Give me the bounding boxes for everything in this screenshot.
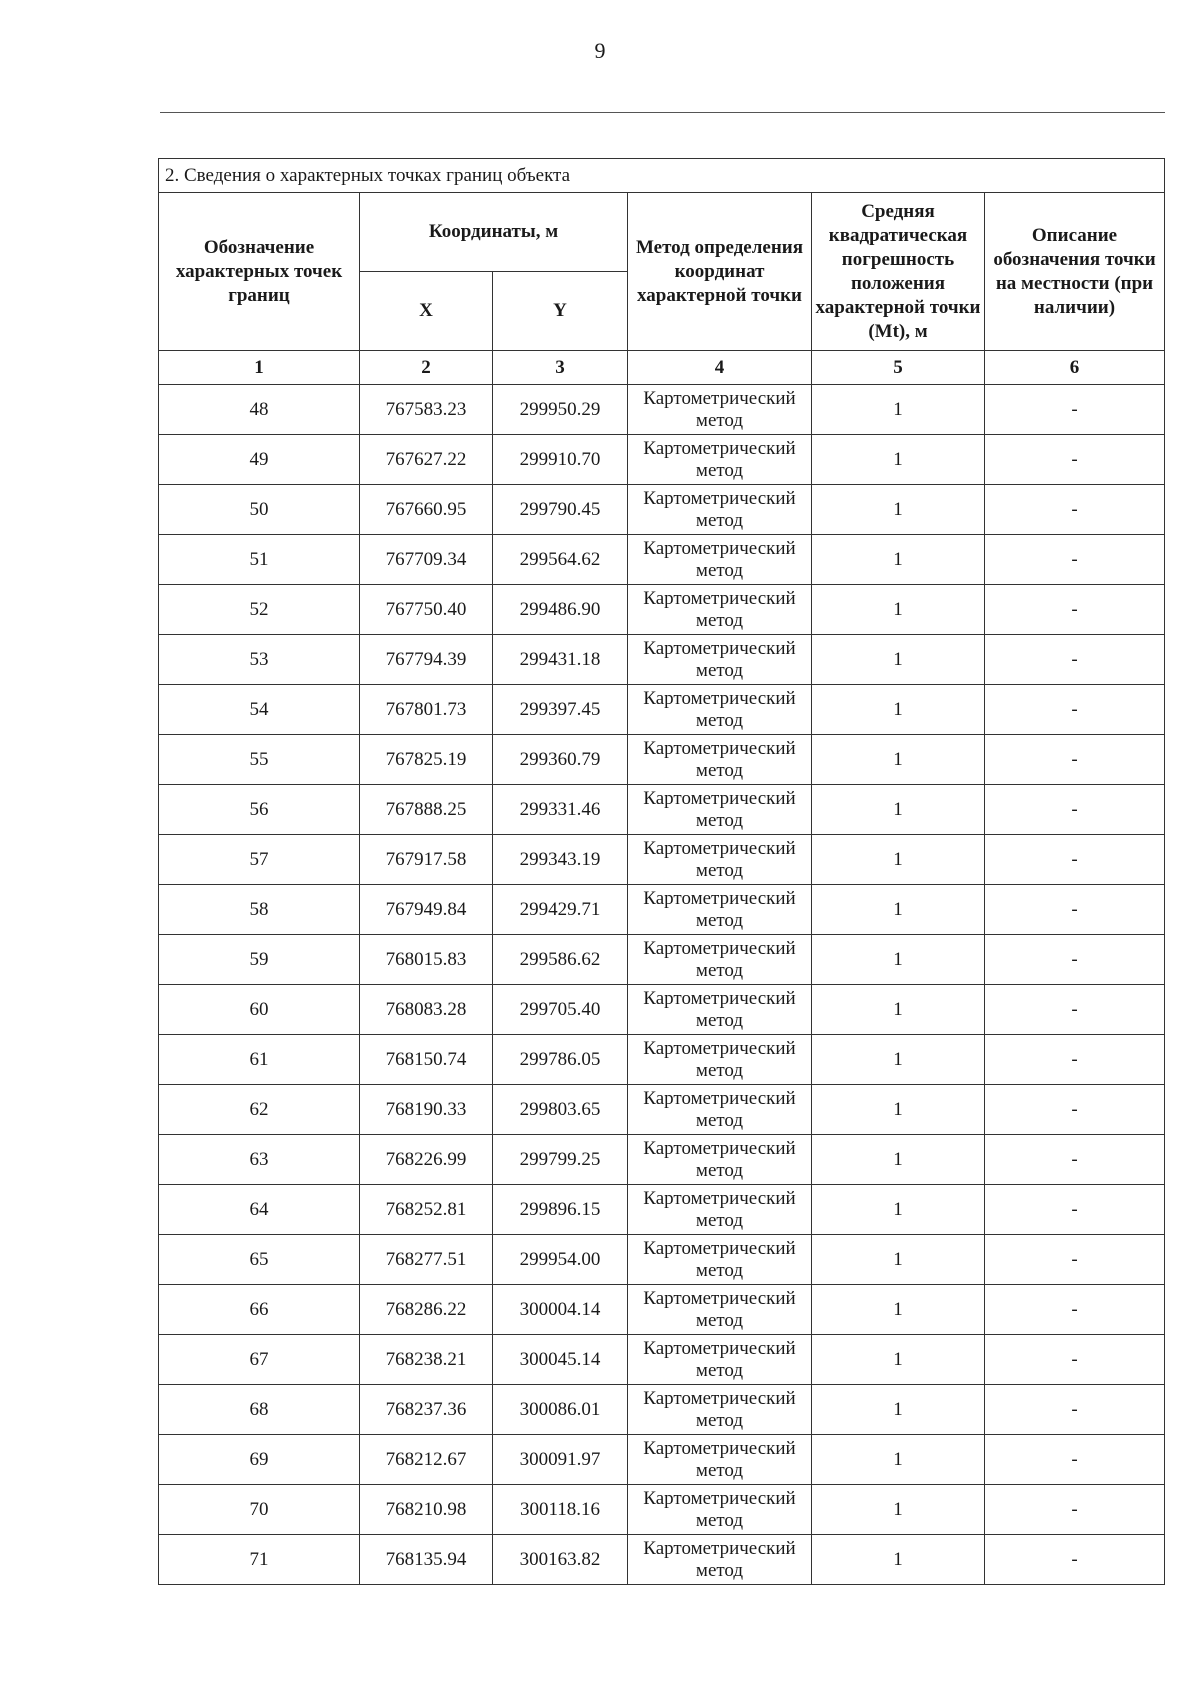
cell-method xyxy=(628,1235,812,1285)
cell-x: 767660.95 xyxy=(360,485,493,535)
table-row xyxy=(159,735,1165,785)
cell-method xyxy=(628,1035,812,1085)
cell-y: 299360.79 xyxy=(493,735,628,785)
cell-x: 768238.21 xyxy=(360,1335,493,1385)
cell-point: 59 xyxy=(159,935,360,985)
cell-y: 299397.45 xyxy=(493,685,628,735)
method-line-2: метод xyxy=(695,559,744,581)
method-line-2: метод xyxy=(695,1509,744,1531)
header-point: Обозначение характерных точек границ xyxy=(159,193,360,351)
method-line-2: метод xyxy=(695,459,744,481)
cell-method xyxy=(628,1285,812,1335)
cell-x: 767709.34 xyxy=(360,535,493,585)
cell-point: 68 xyxy=(159,1385,360,1435)
table-row xyxy=(159,1385,1165,1435)
cell-point: 65 xyxy=(159,1235,360,1285)
method-line-2: метод xyxy=(695,859,744,881)
cell-x: 767750.40 xyxy=(360,585,493,635)
cell-point: 50 xyxy=(159,485,360,535)
cell-y: 299705.40 xyxy=(493,985,628,1035)
method-line-1: Картометрический xyxy=(643,837,796,859)
header-description: Описание обозначения точки на местности (при наличии) xyxy=(985,193,1165,351)
table-row xyxy=(159,1535,1165,1585)
cell-description: - xyxy=(985,1235,1165,1285)
cell-description: - xyxy=(985,535,1165,585)
cell-x: 767794.39 xyxy=(360,635,493,685)
method-line-2: метод xyxy=(695,759,744,781)
table-row xyxy=(159,1335,1165,1385)
method-line-2: метод xyxy=(695,1109,744,1131)
method-line-1: Картометрический xyxy=(643,387,796,409)
method-line-1: Картометрический xyxy=(643,887,796,909)
method-line-2: метод xyxy=(695,809,744,831)
cell-y: 299896.15 xyxy=(493,1185,628,1235)
cell-description: - xyxy=(985,785,1165,835)
table-row xyxy=(159,535,1165,585)
table-row xyxy=(159,1485,1165,1535)
method-line-1: Картометрический xyxy=(643,1237,796,1259)
cell-point: 55 xyxy=(159,735,360,785)
table-row xyxy=(159,985,1165,1035)
header-y: Y xyxy=(493,272,628,351)
cell-point: 66 xyxy=(159,1285,360,1335)
cell-x: 768015.83 xyxy=(360,935,493,985)
cell-description: - xyxy=(985,935,1165,985)
cell-y: 300086.01 xyxy=(493,1385,628,1435)
header-rule xyxy=(160,112,1165,113)
cell-point: 62 xyxy=(159,1085,360,1135)
method-line-2: метод xyxy=(695,1259,744,1281)
table-row xyxy=(159,1285,1165,1335)
cell-mt: 1 xyxy=(812,785,985,835)
cell-y: 299586.62 xyxy=(493,935,628,985)
cell-method xyxy=(628,985,812,1035)
cell-method xyxy=(628,735,812,785)
cell-y: 299803.65 xyxy=(493,1085,628,1135)
header-method: Метод определения координат характерной точки xyxy=(628,193,812,351)
cell-method xyxy=(628,935,812,985)
cell-x: 767627.22 xyxy=(360,435,493,485)
cell-method xyxy=(628,485,812,535)
cell-mt: 1 xyxy=(812,1035,985,1085)
method-line-1: Картометрический xyxy=(643,1537,796,1559)
cell-y: 300163.82 xyxy=(493,1535,628,1585)
cell-y: 299429.71 xyxy=(493,885,628,935)
cell-method xyxy=(628,1185,812,1235)
boundary-points-table xyxy=(158,158,1165,1585)
cell-y: 299431.18 xyxy=(493,635,628,685)
method-line-2: метод xyxy=(695,1159,744,1181)
cell-description: - xyxy=(985,885,1165,935)
method-line-2: метод xyxy=(695,1209,744,1231)
cell-x: 768210.98 xyxy=(360,1485,493,1535)
cell-x: 768252.81 xyxy=(360,1185,493,1235)
method-line-1: Картометрический xyxy=(643,1137,796,1159)
cell-point: 48 xyxy=(159,385,360,435)
method-line-2: метод xyxy=(695,1059,744,1081)
cell-mt: 1 xyxy=(812,1235,985,1285)
cell-x: 768190.33 xyxy=(360,1085,493,1135)
cell-method xyxy=(628,435,812,485)
cell-point: 60 xyxy=(159,985,360,1035)
cell-description: - xyxy=(985,985,1165,1035)
method-line-1: Картометрический xyxy=(643,687,796,709)
cell-method xyxy=(628,1385,812,1435)
cell-point: 53 xyxy=(159,635,360,685)
cell-point: 69 xyxy=(159,1435,360,1485)
cell-method xyxy=(628,785,812,835)
column-number: 6 xyxy=(985,351,1165,385)
cell-y: 299954.00 xyxy=(493,1235,628,1285)
cell-y: 300004.14 xyxy=(493,1285,628,1335)
cell-description: - xyxy=(985,735,1165,785)
method-line-1: Картометрический xyxy=(643,1087,796,1109)
cell-mt: 1 xyxy=(812,385,985,435)
cell-x: 767583.23 xyxy=(360,385,493,435)
cell-mt: 1 xyxy=(812,685,985,735)
cell-mt: 1 xyxy=(812,435,985,485)
cell-mt: 1 xyxy=(812,935,985,985)
method-line-1: Картометрический xyxy=(643,1487,796,1509)
method-line-1: Картометрический xyxy=(643,787,796,809)
cell-description: - xyxy=(985,1035,1165,1085)
cell-description: - xyxy=(985,435,1165,485)
method-line-1: Картометрический xyxy=(643,637,796,659)
table-row xyxy=(159,635,1165,685)
cell-method xyxy=(628,685,812,735)
method-line-1: Картометрический xyxy=(643,1387,796,1409)
cell-description: - xyxy=(985,685,1165,735)
cell-mt: 1 xyxy=(812,1385,985,1435)
cell-mt: 1 xyxy=(812,1135,985,1185)
cell-mt: 1 xyxy=(812,1185,985,1235)
cell-point: 71 xyxy=(159,1535,360,1585)
table-row xyxy=(159,935,1165,985)
method-line-1: Картометрический xyxy=(643,1187,796,1209)
cell-y: 299331.46 xyxy=(493,785,628,835)
cell-y: 300118.16 xyxy=(493,1485,628,1535)
table-row xyxy=(159,1085,1165,1135)
cell-y: 300045.14 xyxy=(493,1335,628,1385)
cell-x: 768237.36 xyxy=(360,1385,493,1435)
cell-y: 299910.70 xyxy=(493,435,628,485)
cell-point: 49 xyxy=(159,435,360,485)
column-number: 4 xyxy=(628,351,812,385)
table-row xyxy=(159,1035,1165,1085)
cell-point: 61 xyxy=(159,1035,360,1085)
cell-y: 299564.62 xyxy=(493,535,628,585)
cell-mt: 1 xyxy=(812,585,985,635)
cell-x: 767825.19 xyxy=(360,735,493,785)
cell-method xyxy=(628,885,812,935)
method-line-2: метод xyxy=(695,909,744,931)
method-line-2: метод xyxy=(695,1409,744,1431)
cell-description: - xyxy=(985,1385,1165,1435)
cell-point: 57 xyxy=(159,835,360,885)
cell-mt: 1 xyxy=(812,485,985,535)
method-line-2: метод xyxy=(695,709,744,731)
cell-y: 299790.45 xyxy=(493,485,628,535)
cell-x: 767801.73 xyxy=(360,685,493,735)
table-row xyxy=(159,1135,1165,1185)
method-line-1: Картометрический xyxy=(643,487,796,509)
cell-x: 768083.28 xyxy=(360,985,493,1035)
cell-x: 768286.22 xyxy=(360,1285,493,1335)
cell-mt: 1 xyxy=(812,835,985,885)
cell-point: 51 xyxy=(159,535,360,585)
cell-mt: 1 xyxy=(812,1435,985,1485)
method-line-2: метод xyxy=(695,1009,744,1031)
column-number: 2 xyxy=(360,351,493,385)
method-line-2: метод xyxy=(695,509,744,531)
table-row xyxy=(159,385,1165,435)
cell-y: 299950.29 xyxy=(493,385,628,435)
cell-mt: 1 xyxy=(812,1285,985,1335)
cell-method xyxy=(628,1335,812,1385)
table-row xyxy=(159,835,1165,885)
cell-mt: 1 xyxy=(812,1485,985,1535)
cell-description: - xyxy=(985,1135,1165,1185)
cell-method xyxy=(628,1485,812,1535)
cell-method xyxy=(628,835,812,885)
page-number: 9 xyxy=(594,38,606,63)
table-row xyxy=(159,1235,1165,1285)
method-line-2: метод xyxy=(695,1359,744,1381)
cell-description: - xyxy=(985,1435,1165,1485)
cell-point: 70 xyxy=(159,1485,360,1535)
cell-description: - xyxy=(985,1485,1165,1535)
cell-point: 63 xyxy=(159,1135,360,1185)
method-line-1: Картометрический xyxy=(643,1437,796,1459)
cell-mt: 1 xyxy=(812,635,985,685)
method-line-1: Картометрический xyxy=(643,1287,796,1309)
cell-description: - xyxy=(985,1085,1165,1135)
cell-method xyxy=(628,1535,812,1585)
method-line-2: метод xyxy=(695,659,744,681)
cell-x: 768277.51 xyxy=(360,1235,493,1285)
table-row xyxy=(159,585,1165,635)
cell-description: - xyxy=(985,635,1165,685)
header-x: X xyxy=(360,272,493,351)
method-line-1: Картометрический xyxy=(643,437,796,459)
cell-x: 768226.99 xyxy=(360,1135,493,1185)
cell-method xyxy=(628,1085,812,1135)
cell-mt: 1 xyxy=(812,1335,985,1385)
cell-description: - xyxy=(985,585,1165,635)
cell-mt: 1 xyxy=(812,885,985,935)
cell-point: 54 xyxy=(159,685,360,735)
method-line-1: Картометрический xyxy=(643,1337,796,1359)
cell-description: - xyxy=(985,1285,1165,1335)
cell-mt: 1 xyxy=(812,985,985,1035)
cell-x: 767888.25 xyxy=(360,785,493,835)
cell-method xyxy=(628,585,812,635)
cell-mt: 1 xyxy=(812,1535,985,1585)
cell-x: 768212.67 xyxy=(360,1435,493,1485)
table-row xyxy=(159,785,1165,835)
cell-point: 52 xyxy=(159,585,360,635)
cell-y: 299486.90 xyxy=(493,585,628,635)
method-line-1: Картометрический xyxy=(643,737,796,759)
cell-y: 300091.97 xyxy=(493,1435,628,1485)
cell-method xyxy=(628,1135,812,1185)
method-line-2: метод xyxy=(695,959,744,981)
cell-point: 56 xyxy=(159,785,360,835)
section-title: 2. Сведения о характерных точках границ объекта xyxy=(159,159,1165,193)
cell-x: 767949.84 xyxy=(360,885,493,935)
table-row xyxy=(159,1435,1165,1485)
header-coordinates: Координаты, м xyxy=(360,193,628,272)
method-line-1: Картометрический xyxy=(643,987,796,1009)
cell-y: 299786.05 xyxy=(493,1035,628,1085)
cell-mt: 1 xyxy=(812,735,985,785)
cell-description: - xyxy=(985,385,1165,435)
table-row xyxy=(159,885,1165,935)
table-row xyxy=(159,435,1165,485)
cell-x: 768150.74 xyxy=(360,1035,493,1085)
method-line-2: метод xyxy=(695,1459,744,1481)
column-number: 1 xyxy=(159,351,360,385)
table-row xyxy=(159,1185,1165,1235)
cell-point: 64 xyxy=(159,1185,360,1235)
method-line-2: метод xyxy=(695,1559,744,1581)
cell-description: - xyxy=(985,1185,1165,1235)
cell-method xyxy=(628,635,812,685)
cell-description: - xyxy=(985,1535,1165,1585)
cell-point: 58 xyxy=(159,885,360,935)
table-row xyxy=(159,485,1165,535)
table-row xyxy=(159,685,1165,735)
cell-x: 767917.58 xyxy=(360,835,493,885)
method-line-2: метод xyxy=(695,1309,744,1331)
cell-x: 768135.94 xyxy=(360,1535,493,1585)
method-line-1: Картометрический xyxy=(643,937,796,959)
cell-point: 67 xyxy=(159,1335,360,1385)
cell-description: - xyxy=(985,1335,1165,1385)
method-line-1: Картометрический xyxy=(643,537,796,559)
header-error: Средняя квадратическая погрешность положения характерной точки (Mt), м xyxy=(812,193,985,351)
cell-y: 299343.19 xyxy=(493,835,628,885)
method-line-1: Картометрический xyxy=(643,1037,796,1059)
cell-mt: 1 xyxy=(812,535,985,585)
cell-y: 299799.25 xyxy=(493,1135,628,1185)
method-line-1: Картометрический xyxy=(643,587,796,609)
cell-method xyxy=(628,1435,812,1485)
column-number: 5 xyxy=(812,351,985,385)
cell-method xyxy=(628,385,812,435)
column-number: 3 xyxy=(493,351,628,385)
cell-method xyxy=(628,535,812,585)
cell-description: - xyxy=(985,835,1165,885)
table-body xyxy=(159,385,1165,1585)
method-line-2: метод xyxy=(695,609,744,631)
cell-mt: 1 xyxy=(812,1085,985,1135)
cell-description: - xyxy=(985,485,1165,535)
method-line-2: метод xyxy=(695,409,744,431)
